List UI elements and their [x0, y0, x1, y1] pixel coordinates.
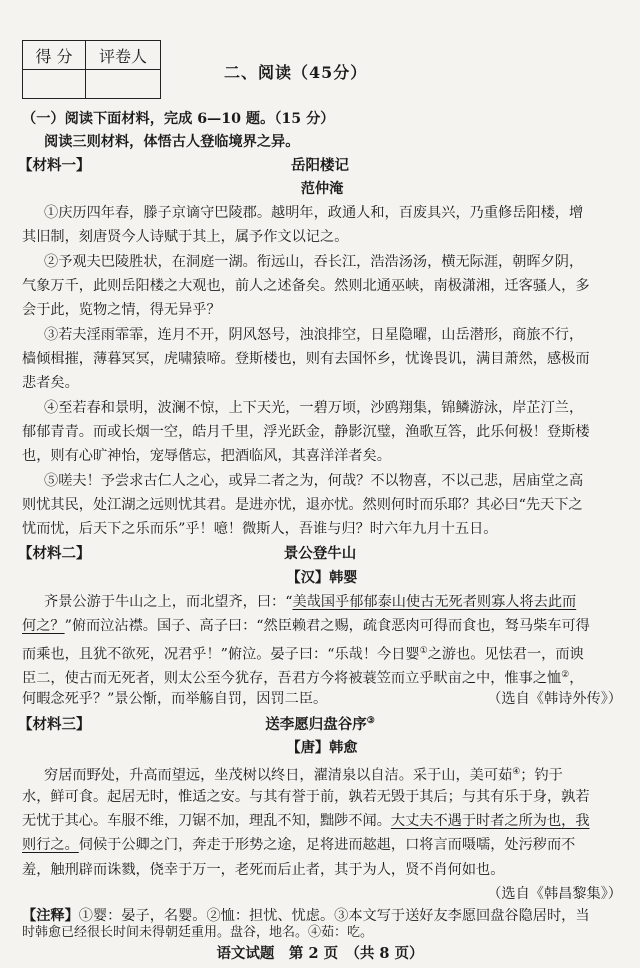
m1-line: ③若夫淫雨霏霏，连月不开，阴风怒号，浊浪排空，日星隐曜，山岳潜形，商旅不行，: [44, 327, 584, 343]
material-2-label: 【材料二】: [18, 545, 91, 562]
m3-text: 穷居而野处，升高而望远，坐茂树以终日，濯清泉以自洁。采于山，美可茹: [44, 767, 513, 784]
material-2-title: 景公登牛山: [283, 545, 357, 562]
material-1-author: 范仲淹: [300, 181, 344, 197]
material-3-title: [18, 713, 622, 734]
material-3-source: （选自《韩昌黎集》）: [487, 886, 622, 902]
underlined-passage: 大丈夫不遇于时者之所为也，我: [390, 813, 590, 829]
m1-line: 忧而忧，后天下之乐而乐”乎！噫！微斯人，吾谁与归？时六年九月十五日。: [22, 521, 498, 537]
part-heading: （一）阅读下面材料，完成 6—10 题。（15 分）: [22, 111, 335, 127]
m2-text: 之游也。见怯君一，而谀: [427, 646, 584, 663]
material-1-header: [18, 154, 622, 177]
notes-text-2: 时韩愈已经很长时间未得朝廷重用。盘谷，地名。④茹：吃。: [22, 925, 374, 940]
m3-line: 羞，触刑辟而诛戮，侥幸于万一，老死而后止者，其于为人，贤不肖何如也。: [22, 862, 505, 878]
score-cell[interactable]: [23, 70, 86, 99]
m1-line: 其旧制，刻唐贤今人诗赋于其上，属予作文以记之。: [22, 229, 349, 245]
m1-line: 则忧其民，处江湖之远则忧其君。是进亦忧，退亦忧。然则何时而乐耶？其必曰“先天下之: [22, 497, 583, 513]
footnote-marker: ①: [419, 646, 428, 656]
m2-line: [22, 591, 640, 614]
m2-text: 而乘也，且犹不欲死，况君乎！”俯泣。晏子曰：“乐哉！今日婴: [22, 646, 420, 663]
notes-label: 【注释】: [22, 908, 79, 924]
m2-text: 臣二，使古而无死者，则太公至今犹存，吾君方今将被蓑笠而立乎畎亩之中，惟事之恤: [22, 670, 562, 687]
grader-cell[interactable]: [86, 70, 161, 99]
material-3-title-text: 送李愿归盘谷序: [265, 716, 367, 733]
material-3-author: 【唐】韩愈: [286, 740, 358, 756]
m3-text: 无忧于其心。车服不维，刀锯不加，理乱不知，黜陟不闻。: [22, 813, 391, 829]
m2-text: 齐景公游于牛山之上，而北望齐，曰：“: [44, 594, 293, 610]
m1-line: ②予观夫巴陵胜状，在洞庭一湖。衔远山，吞长江，浩浩汤汤，横无际涯，朝晖夕阴，: [44, 254, 584, 270]
material-2-header: [18, 542, 622, 565]
m2-text: ，: [569, 670, 584, 687]
underlined-passage: 何之？: [22, 618, 65, 634]
m2-line: [22, 615, 622, 638]
material-2-author: 【汉】韩婴: [286, 570, 358, 586]
page-footer: 语文试题 第 2 页 （共 8 页）: [216, 945, 424, 962]
footnote-marker: ②: [561, 670, 570, 680]
m1-line: 悲者矣。: [22, 375, 79, 391]
m3-line: 水，鲜可食。起居无时，惟适之安。与其有誉于前，孰若无毁于其后；与其有乐于身，孰若: [22, 789, 590, 805]
underlined-passage: 则行之。: [22, 837, 79, 853]
footnote-marker: ③: [366, 716, 375, 727]
material-2-source: （选自《韩诗外传》）: [487, 691, 622, 707]
m2-text: ”俯而泣沾襟。国子、高子曰：“然臣赖君之赐，疏食恶肉可得而食也，驽马柴车可得: [64, 618, 590, 634]
score-header: 得 分: [23, 41, 86, 70]
score-box: [22, 40, 161, 99]
m1-line: ④至若春和景明，波澜不惊，上下天光，一碧万顷，沙鸥翔集，锦鳞游泳，岸芷汀兰，: [44, 400, 584, 416]
m3-line: [22, 810, 622, 833]
material-1-title: 岳阳楼记: [291, 157, 349, 174]
material-1-label: 【材料一】: [18, 157, 91, 174]
m2-line: 何暇念死乎？”景公惭，而举觞自罚，因罚二臣。: [22, 691, 328, 707]
grader-header: 评卷人: [86, 41, 161, 70]
m1-line: 樯倾楫摧，薄暮冥冥，虎啸猿啼。登斯楼也，则有去国怀乡，忧谗畏讥，满目萧然，感极而: [22, 351, 590, 367]
m3-text: 伺候于公卿之门，奔走于形势之途，足将进而趑趄，口将言而嗫嚅，处污秽而不: [78, 837, 576, 853]
m1-line: 郁郁青青。而或长烟一空，皓月千里，浮光跃金，静影沉璧，渔歌互答，此乐何极！登斯楼: [22, 424, 590, 440]
m3-line: [22, 761, 640, 788]
material-3-header: [18, 713, 622, 736]
material-3-label: 【材料三】: [18, 716, 91, 733]
m1-line: ①庆历四年春，滕子京谪守巴陵郡。越明年，政通人和，百废具兴，乃重修岳阳楼，增: [44, 205, 584, 221]
m1-line: 会于此，览物之情，得无异乎？: [22, 302, 221, 318]
m2-line: [22, 664, 622, 691]
m1-line: ⑤嗟夫！予尝求古仁人之心，或异二者之为，何哉？不以物喜，不以己悲，居庙堂之高: [44, 473, 584, 489]
section-title: 二、阅读（45分）: [224, 63, 368, 82]
part-instruction: 阅读三则材料，体悟古人登临境界之异。: [44, 134, 300, 150]
m1-line: 也，则有心旷神怡，宠辱偕忘，把酒临风，其喜洋洋者矣。: [22, 448, 391, 464]
m3-line: [22, 834, 622, 857]
notes-text-1: ①婴：晏子，名婴。②恤：担忧、忧虑。③本文写于送好友李愿回盘谷隐居时，当: [78, 908, 590, 924]
footnote-marker: ④: [512, 767, 521, 777]
m3-text: ；钓于: [520, 767, 563, 784]
m1-line: 气象万千，此则岳阳楼之大观也，前人之述备矣。然则北通巫峡，南极潇湘，迁客骚人，多: [22, 278, 590, 294]
underlined-passage: 美哉国乎郁郁泰山使古无死者则寡人将去此而: [292, 594, 577, 610]
m2-line: [22, 640, 622, 667]
